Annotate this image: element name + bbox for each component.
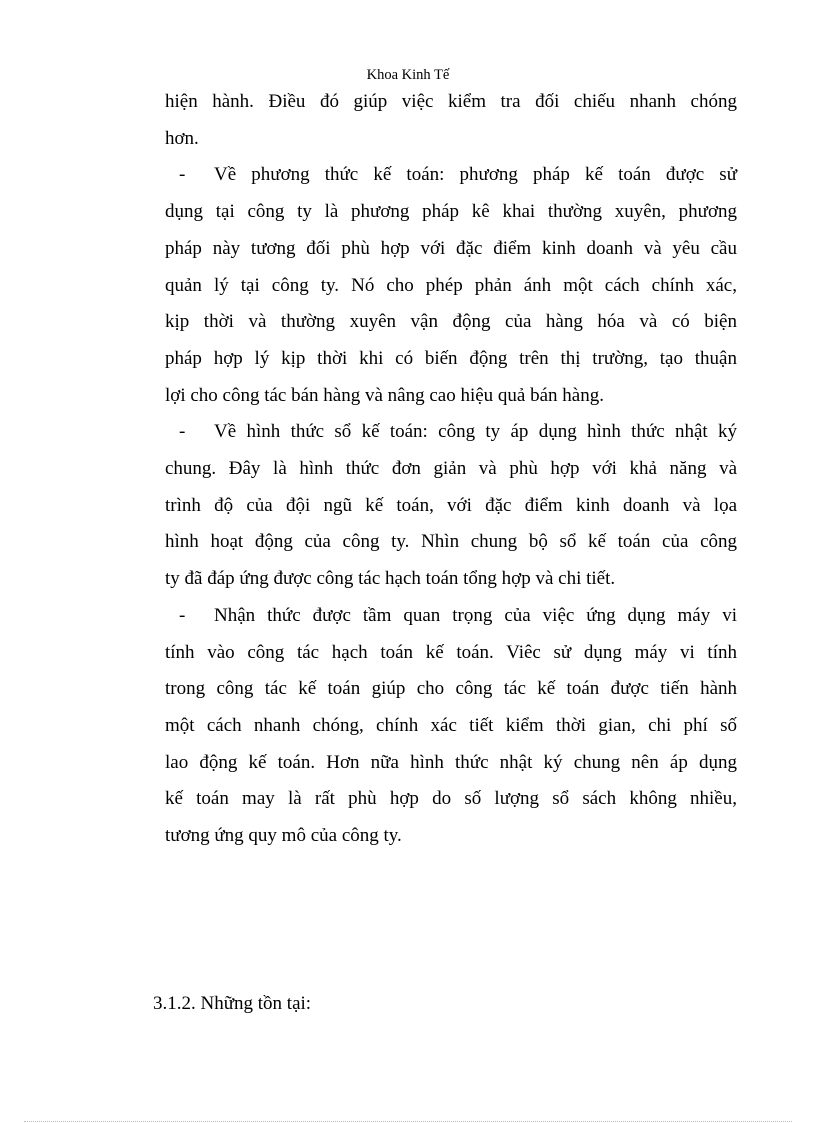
- text-line: một cách nhanh chóng, chính xác tiết kiểm thời gian, chi phí số: [165, 714, 737, 736]
- text-line: chung. Đây là hình thức đơn giản và phù hợp với khả năng và: [165, 458, 737, 480]
- text-line: kịp thời và thường xuyên vận động của hàng hóa và có biện: [165, 311, 737, 333]
- bullet-paragraph: [165, 598, 737, 855]
- text-line: dụng tại công ty là phương pháp kê khai thường xuyên, phương: [165, 201, 737, 223]
- page-bottom-divider: [24, 1121, 792, 1122]
- text-line: trong công tác kế toán giúp cho công tác kế toán được tiến hành: [165, 678, 737, 700]
- text-line: lợi cho công tác bán hàng và nâng cao hiệu quả bán hàng.: [165, 384, 604, 406]
- text-line: tính vào công tác hạch toán kế toán. Viêc sử dụng máy vi tính: [165, 641, 737, 663]
- text-line: hơn.: [165, 127, 199, 149]
- text-line: pháp hợp lý kịp thời khi có biến động trên thị trường, tạo thuận: [165, 347, 737, 369]
- bullet-dash: -: [179, 421, 186, 443]
- text-line: ty đã đáp ứng được công tác hạch toán tổng hợp và chi tiết.: [165, 568, 616, 590]
- text-line: hình hoạt động của công ty. Nhìn chung bộ sổ kế toán của công: [165, 531, 737, 553]
- text-line: kế toán may là rất phù hợp do số lượng sổ sách không nhiều,: [165, 788, 737, 810]
- bullet-dash: -: [179, 164, 186, 186]
- text-line: quản lý tại công ty. Nó cho phép phản ánh một cách chính xác,: [165, 274, 737, 296]
- paragraph: [165, 84, 737, 157]
- page-header: Khoa Kinh Tế: [366, 67, 450, 83]
- text-line: trình độ của đội ngũ kế toán, với đặc điểm kinh doanh và lọa: [165, 494, 737, 516]
- text-line: Về hình thức sổ kế toán: công ty áp dụng hình thức nhật ký: [214, 421, 737, 443]
- bullet-paragraph: [165, 157, 737, 414]
- text-line: hiện hành. Điều đó giúp việc kiểm tra đối chiếu nhanh chóng: [165, 91, 737, 112]
- text-line: pháp này tương đối phù hợp với đặc điểm kinh doanh và yêu cầu: [165, 237, 737, 259]
- bullet-paragraph: [165, 414, 737, 598]
- section-heading: 3.1.2. Những tồn tại:: [153, 993, 312, 1014]
- text-line: tương ứng quy mô của công ty.: [165, 825, 402, 847]
- text-line: lao động kế toán. Hơn nữa hình thức nhật ký chung nên áp dụng: [165, 751, 737, 773]
- text-line: Nhận thức được tầm quan trọng của việc ứng dụng máy vi: [214, 604, 737, 626]
- bullet-dash: -: [179, 604, 186, 626]
- text-line: Về phương thức kế toán: phương pháp kế toán được sử: [214, 164, 737, 186]
- document-body: [165, 84, 737, 855]
